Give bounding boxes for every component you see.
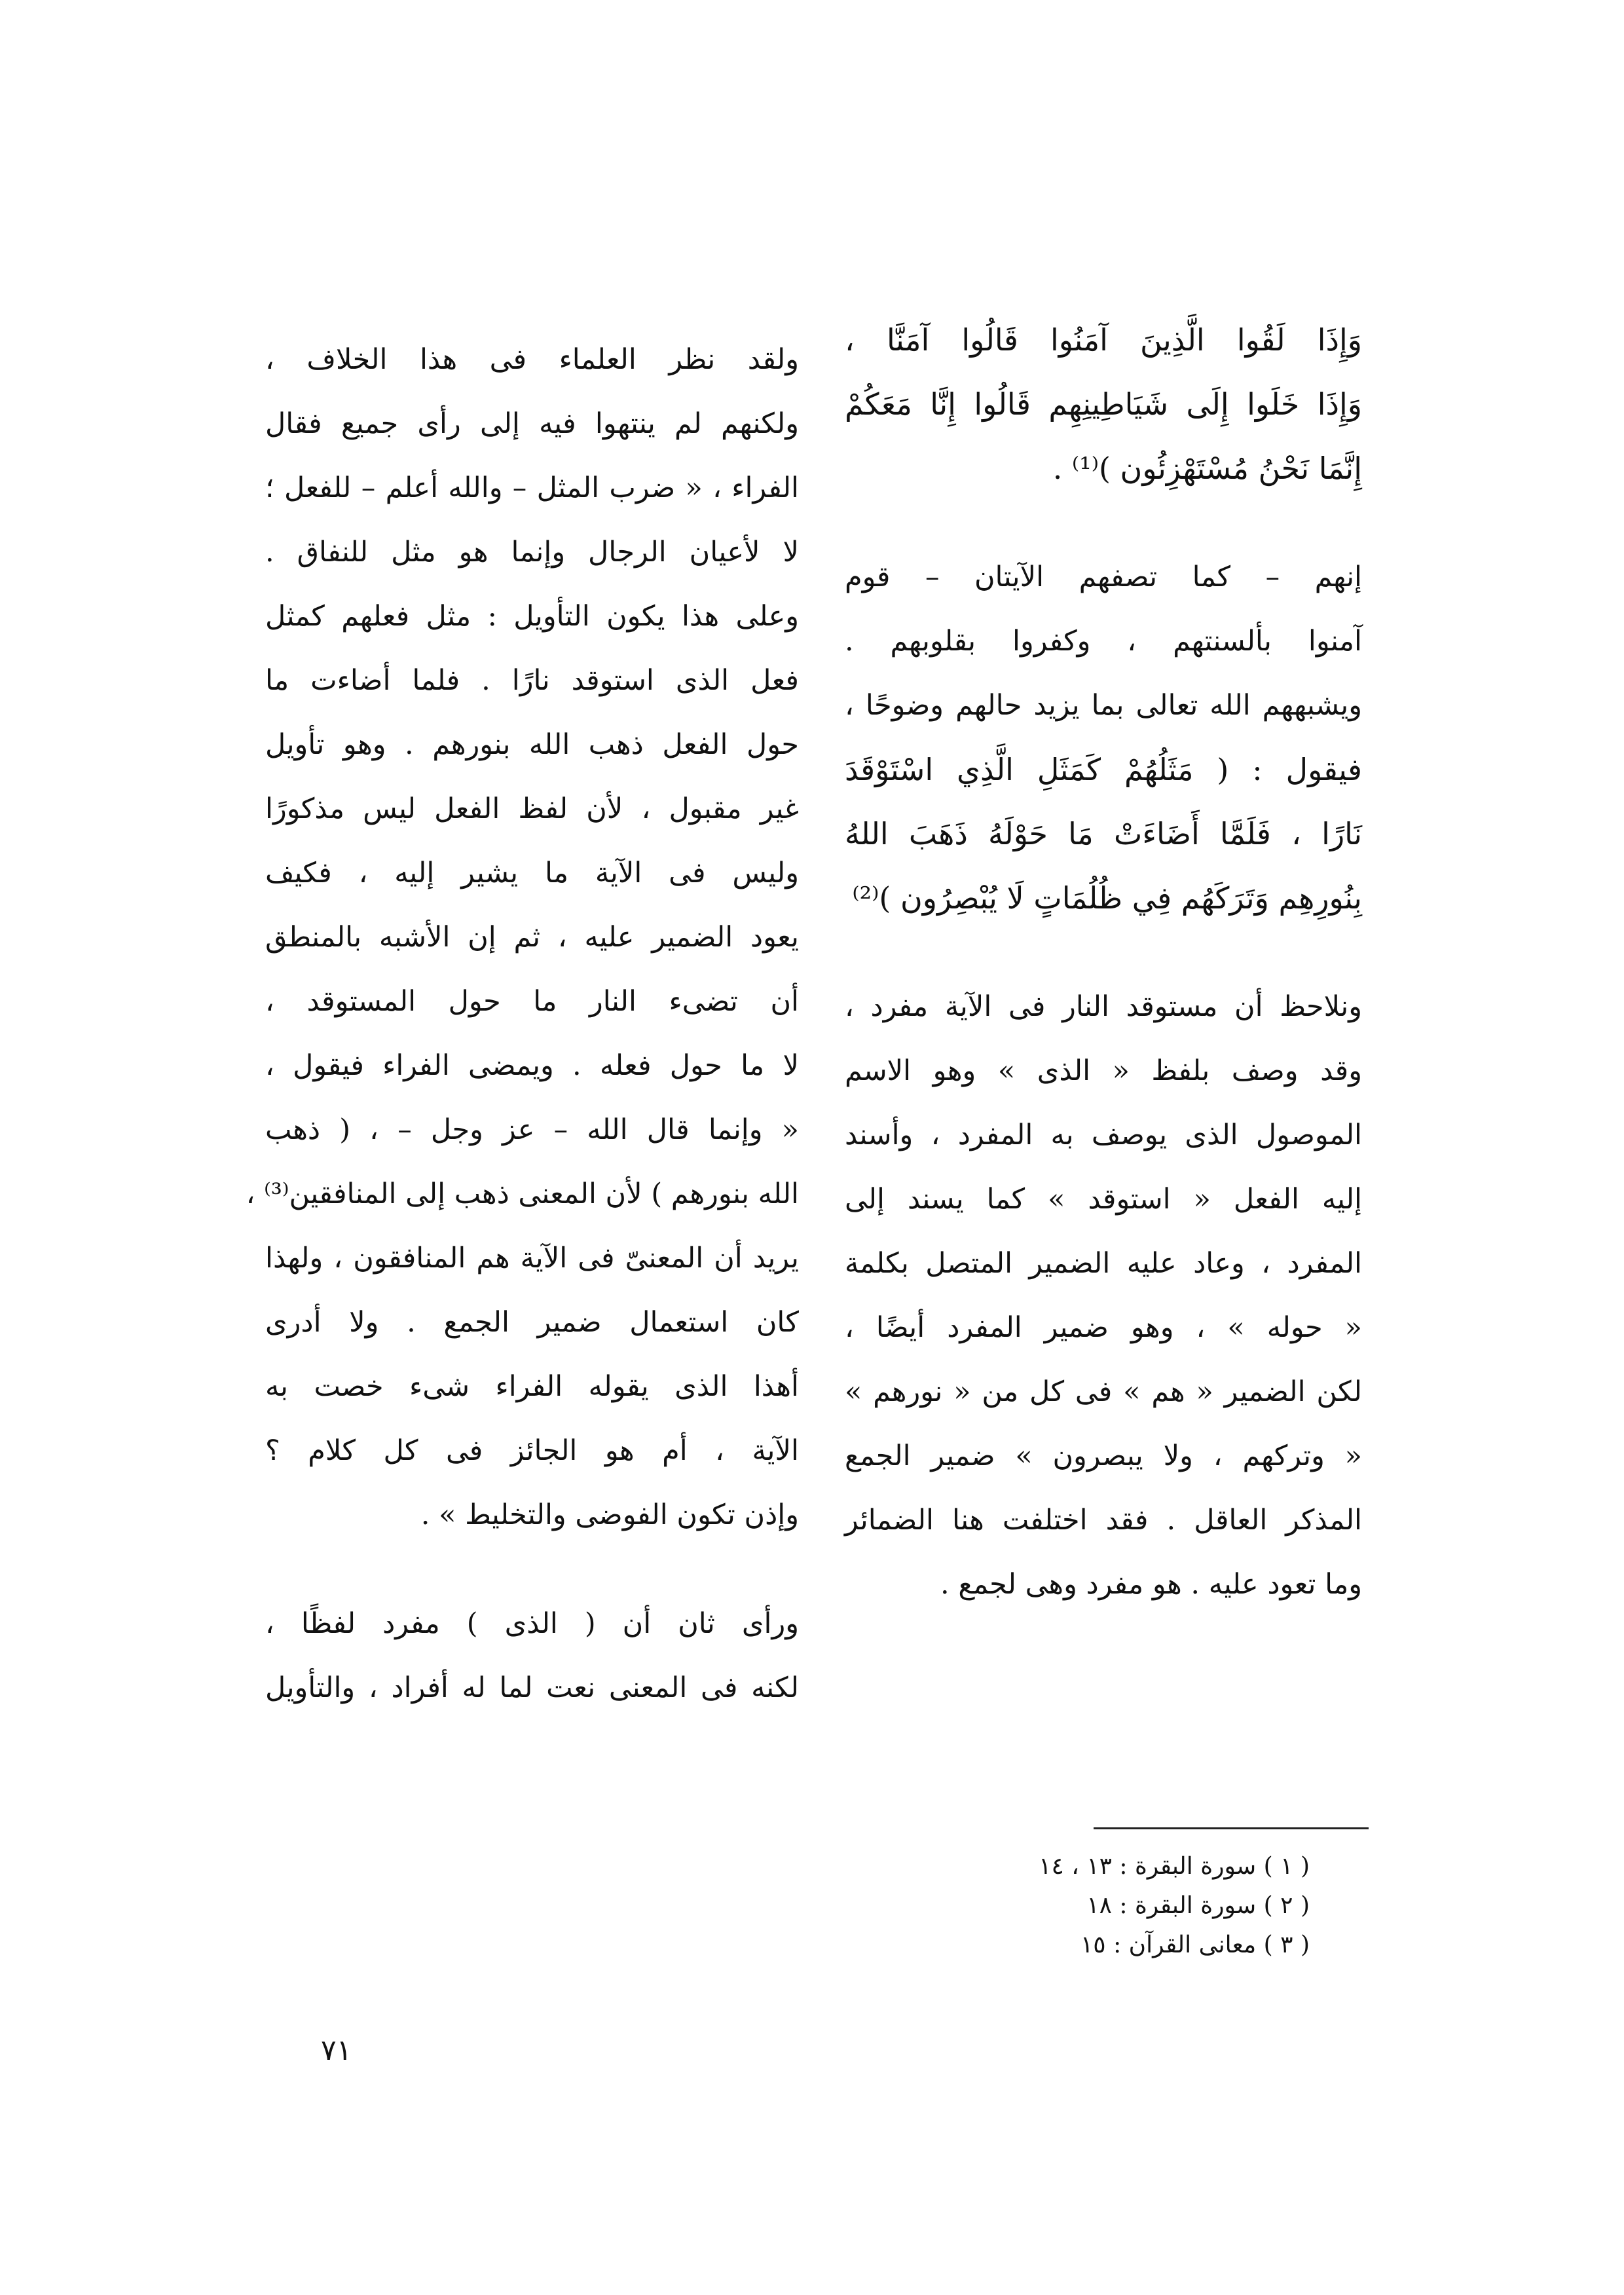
text-line: وليس فى الآية ما يشير إليه ، فكيف bbox=[265, 857, 799, 889]
right-column bbox=[845, 308, 1362, 1616]
verse-line: نَارًا ، فَلَمَّا أَضَاءَتْ مَا حَوْلَهُ ذَهَبَ اللهُ bbox=[845, 816, 1362, 851]
footnotes bbox=[943, 1847, 1310, 1965]
text-line: ونلاحظ أن مستوقد النار فى الآية مفرد ، bbox=[845, 990, 1362, 1023]
text-line: الفراء ، « ضرب المثل – والله أعلم – للفعل ؛ bbox=[265, 472, 799, 504]
text-line: لا ما حول فعله . ويمضى الفراء فيقول ، bbox=[265, 1049, 799, 1082]
footnote-1: ( ١ ) سورة البقرة : ١٣ ، ١٤ bbox=[1039, 1853, 1310, 1880]
verse-line-2: وَإِذَا خَلَوا إِلَى شَيَاطِينِهِم قَالُوا إِنَّا مَعَكُمْ bbox=[845, 386, 1362, 422]
text-line: آمنوا بألسنتهم ، وكفروا بقلوبهم . bbox=[845, 625, 1362, 658]
text-line: ورأى ثان أن ( الذى ) مفرد لفظًا ، bbox=[265, 1607, 799, 1640]
verse-line: فيقول : ( مَثَلُهُمْ كَمَثَلِ الَّذِي اسْتَوْقَدَ bbox=[845, 752, 1362, 787]
text-line: « حوله » ، وهو ضمير المفرد أيضًا ، bbox=[845, 1311, 1362, 1344]
text-line: « وتركهم ، ولا يبصرون » ضمير الجمع bbox=[845, 1440, 1362, 1472]
text-line: غير مقبول ، لأن لفظ الفعل ليس مذكورًا bbox=[265, 793, 799, 825]
text-line: إنهم – كما تصفهم الآيتان – قوم bbox=[845, 561, 1362, 593]
text-line: وقد وصف بلفظ « الذى » وهو الاسم bbox=[845, 1054, 1362, 1087]
text-line: وإذن تكون الفوضى والتخليط » . bbox=[420, 1499, 799, 1531]
text-line: حول الفعل ذهب الله بنورهم . وهو تأويل bbox=[265, 728, 799, 761]
text-line: أن تضىء النار ما حول المستوقد ، bbox=[265, 985, 799, 1018]
text-line: ولكنهم لم ينتهوا فيه إلى رأى جميع فقال bbox=[265, 407, 799, 440]
text-line: فعل الذى استوقد نارًا . فلما أضاءت ما bbox=[265, 664, 799, 697]
text-line: لا لأعيان الرجال وإنما هو مثل للنفاق . bbox=[265, 536, 799, 569]
text-line: المفرد ، وعاد عليه الضمير المتصل بكلمة bbox=[845, 1247, 1362, 1280]
text-line: المذكر العاقل . فقد اختلفت هنا الضمائر bbox=[845, 1504, 1362, 1537]
text-line: « وإنما قال الله – عز وجل – ، ( ذهب bbox=[265, 1113, 799, 1146]
text-line: إليه الفعل « استوقد » كما يسند إلى bbox=[845, 1183, 1362, 1216]
paragraph-gap bbox=[265, 1547, 799, 1592]
paragraph-gap bbox=[845, 930, 1362, 975]
left-column bbox=[246, 327, 799, 1720]
text-line: كان استعمال ضمير الجمع . ولا أدرى bbox=[265, 1306, 799, 1339]
text-line: لكنه فى المعنى نعت لما له أفراد ، والتأويل bbox=[265, 1671, 799, 1704]
verse-line: بِنُورِهِم وَتَرَكَهُم فِي ظُلُمَاتٍ لَا يُبْصِرُون )⁽²⁾ bbox=[852, 880, 1362, 916]
text-line: لكن الضمير « هم » فى كل من « نورهم » bbox=[845, 1375, 1362, 1408]
text-line: وعلى هذا يكون التأويل : مثل فعلهم كمثل bbox=[265, 600, 799, 633]
text-line: أهذا الذى يقوله الفراء شىء خصت به bbox=[265, 1370, 799, 1403]
verse-line-3: إِنَّمَا نَحْنُ مُسْتَهْزِئُون )⁽¹⁾ . bbox=[1052, 451, 1362, 486]
text-line: ولقد نظر العلماء فى هذا الخلاف ، bbox=[265, 343, 799, 376]
text-line: ويشبههم الله تعالى بما يزيد حالهم وضوحًا ، bbox=[845, 689, 1362, 722]
text-line: يريد أن المعنىّ فى الآية هم المنافقون ، ولهذا bbox=[265, 1242, 799, 1275]
page-number: ٧١ bbox=[321, 2034, 352, 2067]
text-line: الموصول الذى يوصف به المفرد ، وأسند bbox=[845, 1119, 1362, 1151]
footnote-divider bbox=[1094, 1827, 1369, 1829]
text-line: يعود الضمير عليه ، ثم إن الأشبه بالمنطق bbox=[265, 921, 799, 954]
verse-line-1: وَإِذَا لَقُوا الَّذِينَ آمَنُوا قَالُوا آمَنَّا ، bbox=[845, 322, 1362, 358]
footnote-3: ( ٣ ) معانى القرآن : ١٥ bbox=[1080, 1931, 1310, 1958]
text-line: وما تعود عليه . هو مفرد وهى لجمع . bbox=[940, 1568, 1362, 1601]
text-line: الله بنورهم ) لأن المعنى ذهب إلى المنافقين⁽³⁾ ، bbox=[246, 1178, 799, 1210]
paragraph-gap bbox=[845, 500, 1362, 545]
footnote-2: ( ٢ ) سورة البقرة : ١٨ bbox=[1086, 1892, 1310, 1919]
text-line: الآية ، أم هو الجائز فى كل كلام ؟ bbox=[265, 1434, 799, 1467]
